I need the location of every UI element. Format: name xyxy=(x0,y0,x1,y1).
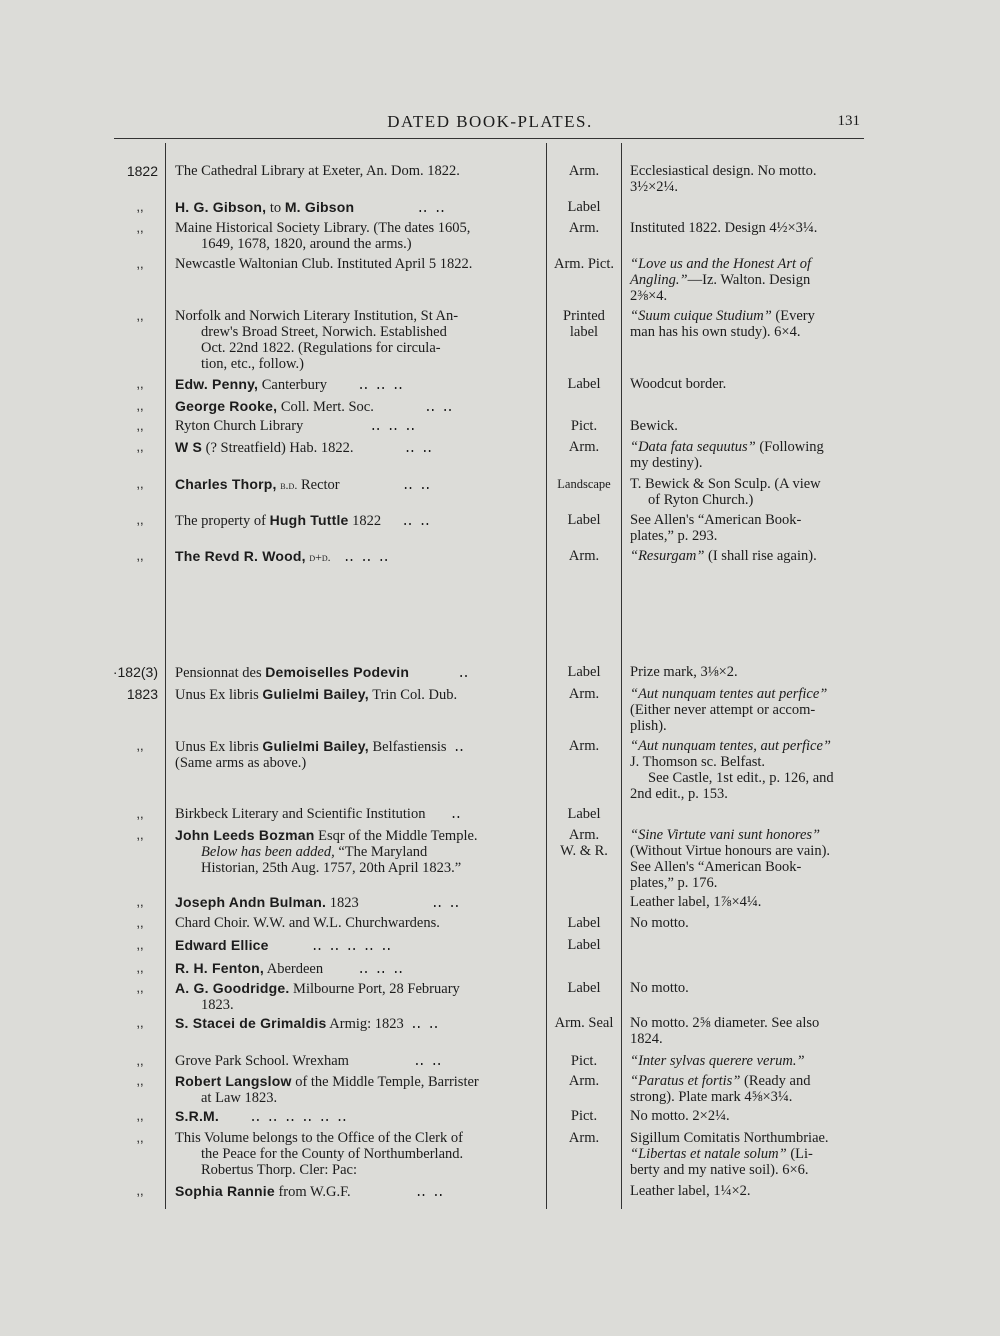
date-cell: ,, xyxy=(136,1073,144,1088)
style-cell: Label xyxy=(567,915,601,931)
style-cell: Arm. xyxy=(568,439,600,455)
style-cell: Arm. xyxy=(568,163,600,179)
style-cell: Arm. Seal xyxy=(554,1015,614,1031)
date-cell: ,, xyxy=(136,1015,144,1030)
date-cell: ,, xyxy=(136,398,144,413)
owner-cell: Pensionnat des Demoiselles Podevin ‥ xyxy=(175,664,471,681)
owner-cell: A. G. Goodridge. Milbourne Port, 28 February 1823. xyxy=(175,980,460,1013)
date-cell: ,, xyxy=(136,894,144,909)
notes-cell: Ecclesiastical design. No motto. 3½×2¼. xyxy=(630,163,817,195)
date-cell: ,, xyxy=(136,256,144,271)
style-cell: Landscape xyxy=(557,477,611,491)
owner-cell: Grove Park School. Wrexham ‥ ‥ xyxy=(175,1053,444,1069)
date-cell: ,, xyxy=(136,827,144,842)
style-cell: Arm. xyxy=(568,1073,600,1089)
notes-cell: Prize mark, 3⅛×2. xyxy=(630,664,738,680)
owner-cell: The property of Hugh Tuttle 1822 ‥ ‥ xyxy=(175,512,432,529)
owner-cell: H. G. Gibson, to M. Gibson ‥ ‥ xyxy=(175,199,447,216)
style-cell: Arm. xyxy=(568,686,600,702)
notes-cell: Sigillum Comitatis Northumbriae. “Libertas et natale solum” (Li- berty and my native soil). 6×6. xyxy=(630,1130,829,1178)
date-cell: ,, xyxy=(136,376,144,391)
style-cell: Pict. xyxy=(570,1053,598,1069)
style-cell: Pict. xyxy=(570,1108,598,1124)
notes-cell: Leather label, 1¼×2. xyxy=(630,1183,751,1199)
owner-cell: John Leeds Bozman Esqr of the Middle Temple. Below has been added, “The Maryland Historian, 25th Aug. 1757, 20th April 1823.” xyxy=(175,827,478,876)
date-cell: 1822 xyxy=(126,163,158,179)
style-cell: Label xyxy=(567,512,601,528)
date-cell: ,, xyxy=(136,418,144,433)
notes-cell: “Paratus et fortis” (Ready and strong). Plate mark 4⅝×3¼. xyxy=(630,1073,811,1105)
date-cell: ·182(3) xyxy=(112,664,158,680)
style-cell: Label xyxy=(567,806,601,822)
date-cell: ,, xyxy=(136,220,144,235)
date-cell: ,, xyxy=(136,915,144,930)
notes-cell: No motto. 2⅝ diameter. See also 1824. xyxy=(630,1015,820,1047)
date-cell: ,, xyxy=(136,1108,144,1123)
notes-cell: “Suum cuique Studium” (Every man has his own study). 6×4. xyxy=(630,308,815,340)
owner-cell: The Revd R. Wood, d+d. ‥ ‥ ‥ xyxy=(175,548,391,565)
owner-cell: The Cathedral Library at Exeter, An. Dom. 1822. xyxy=(175,163,460,179)
date-cell: ,, xyxy=(136,548,144,563)
notes-cell: “Data fata sequutus” (Following my destiny). xyxy=(630,439,824,471)
style-cell: Label xyxy=(567,980,601,996)
notes-cell: “Inter sylvas querere verum.” xyxy=(630,1053,805,1069)
style-cell: Label xyxy=(567,937,601,953)
date-cell: ,, xyxy=(136,1053,144,1068)
date-cell: ,, xyxy=(136,476,144,491)
owner-cell: S.R.M. ‥ ‥ ‥ ‥ ‥ ‥ xyxy=(175,1108,349,1125)
owner-cell: Unus Ex libris Gulielmi Bailey, Trin Col. Dub. xyxy=(175,686,458,703)
owner-cell: This Volume belongs to the Office of the Clerk of the Peace for the County of Northumberland. Robertus Thorp. Cler: Pac: xyxy=(175,1130,464,1178)
style-cell: Label xyxy=(567,664,601,680)
column-rule-owner xyxy=(546,143,547,1209)
date-cell: ,, xyxy=(136,439,144,454)
style-cell: Label xyxy=(567,376,601,392)
owner-cell: Sophia Rannie from W.G.F. ‥ ‥ xyxy=(175,1183,446,1200)
notes-cell: Bewick. xyxy=(630,418,678,434)
notes-cell: “Resurgam” (I shall rise again). xyxy=(630,548,817,564)
owner-cell: Maine Historical Society Library. (The dates 1605, 1649, 1678, 1820, around the arms.) xyxy=(175,220,471,252)
owner-cell: Edward Ellice ‥ ‥ ‥ ‥ ‥ xyxy=(175,937,394,954)
date-cell: ,, xyxy=(136,308,144,323)
column-rule-date xyxy=(165,143,166,1209)
notes-cell: “Love us and the Honest Art of Angling.”—Iz. Walton. Design 2⅜×4. xyxy=(630,256,811,304)
running-header-title: DATED BOOK-PLATES. xyxy=(387,112,593,131)
notes-cell: “Sine Virtute vani sunt honores” (Without Virtue honours are vain). See Allen's “American Book- plates,” p. 176. xyxy=(630,827,831,891)
owner-cell: Joseph Andn Bulman. 1823 ‥ ‥ xyxy=(175,894,462,911)
notes-cell: “Aut nunquam tentes aut perfice” (Either never attempt or accom- plish). xyxy=(630,686,828,734)
notes-cell: Woodcut border. xyxy=(630,376,727,392)
owner-cell: Robert Langslow of the Middle Temple, Barrister at Law 1823. xyxy=(175,1073,479,1106)
date-cell: ,, xyxy=(136,512,144,527)
date-cell: ,, xyxy=(136,1183,144,1198)
notes-cell: No motto. xyxy=(630,915,689,931)
date-cell: ,, xyxy=(136,960,144,975)
owner-cell: Norfolk and Norwich Literary Institution, St An- drew's Broad Street, Norwich. Established Oct. 22nd 1822. (Regulations for circula- tion, etc., follow.) xyxy=(175,308,459,372)
owner-cell: Edw. Penny, Canterbury ‥ ‥ ‥ xyxy=(175,376,405,393)
notes-cell: Instituted 1822. Design 4½×3¼. xyxy=(630,220,818,236)
owner-cell: Ryton Church Library ‥ ‥ ‥ xyxy=(175,418,418,434)
date-cell: ,, xyxy=(136,1130,144,1145)
notes-cell: “Aut nunquam tentes, aut perfice” J. Thomson sc. Belfast. See Castle, 1st edit., p. 126, and 2nd edit., p. 153. xyxy=(630,738,834,802)
style-cell: Printed label xyxy=(563,308,605,340)
notes-cell: See Allen's “American Book- plates,” p. 293. xyxy=(630,512,802,544)
date-cell: ,, xyxy=(136,806,144,821)
style-cell: Arm. xyxy=(568,1130,600,1146)
style-cell: Arm. xyxy=(568,738,600,754)
date-cell: ,, xyxy=(136,980,144,995)
owner-cell: Chard Choir. W.W. and W.L. Churchwardens. xyxy=(175,915,440,931)
notes-cell: No motto. 2×2¼. xyxy=(630,1108,730,1124)
date-cell: ,, xyxy=(136,738,144,753)
owner-cell: R. H. Fenton, Aberdeen ‥ ‥ ‥ xyxy=(175,960,406,977)
style-cell: Arm. W. & R. xyxy=(560,827,608,859)
style-cell: Arm. xyxy=(568,220,600,236)
owner-cell: Unus Ex libris Gulielmi Bailey, Belfastiensis ‥ (Same arms as above.) xyxy=(175,738,466,771)
owner-cell: Birkbeck Literary and Scientific Institution ‥ xyxy=(175,806,463,822)
date-cell: 1823 xyxy=(126,686,158,702)
notes-cell: T. Bewick & Son Sculp. (A view of Ryton Church.) xyxy=(630,476,821,508)
owner-cell: Newcastle Waltonian Club. Instituted April 5 1822. xyxy=(175,256,473,272)
notes-cell: Leather label, 1⅞×4¼. xyxy=(630,894,762,910)
date-cell: ,, xyxy=(136,199,144,214)
style-cell: Label xyxy=(567,199,601,215)
owner-cell: W S (? Streatfield) Hab. 1822. ‥ ‥ xyxy=(175,439,435,456)
date-cell: ,, xyxy=(136,937,144,952)
notes-cell: No motto. xyxy=(630,980,689,996)
page-number: 131 xyxy=(837,113,860,129)
style-cell: Arm. Pict. xyxy=(553,256,614,272)
owner-cell: Charles Thorp, b.d. Rector ‥ ‥ xyxy=(175,476,433,493)
owner-cell: S. Stacei de Grimaldis Armig: 1823 ‥ ‥ xyxy=(175,1015,441,1032)
owner-cell: George Rooke, Coll. Mert. Soc. ‥ ‥ xyxy=(175,398,455,415)
header-rule xyxy=(114,138,864,139)
style-cell: Pict. xyxy=(570,418,598,434)
style-cell: Arm. xyxy=(568,548,600,564)
column-rule-style xyxy=(621,143,622,1209)
